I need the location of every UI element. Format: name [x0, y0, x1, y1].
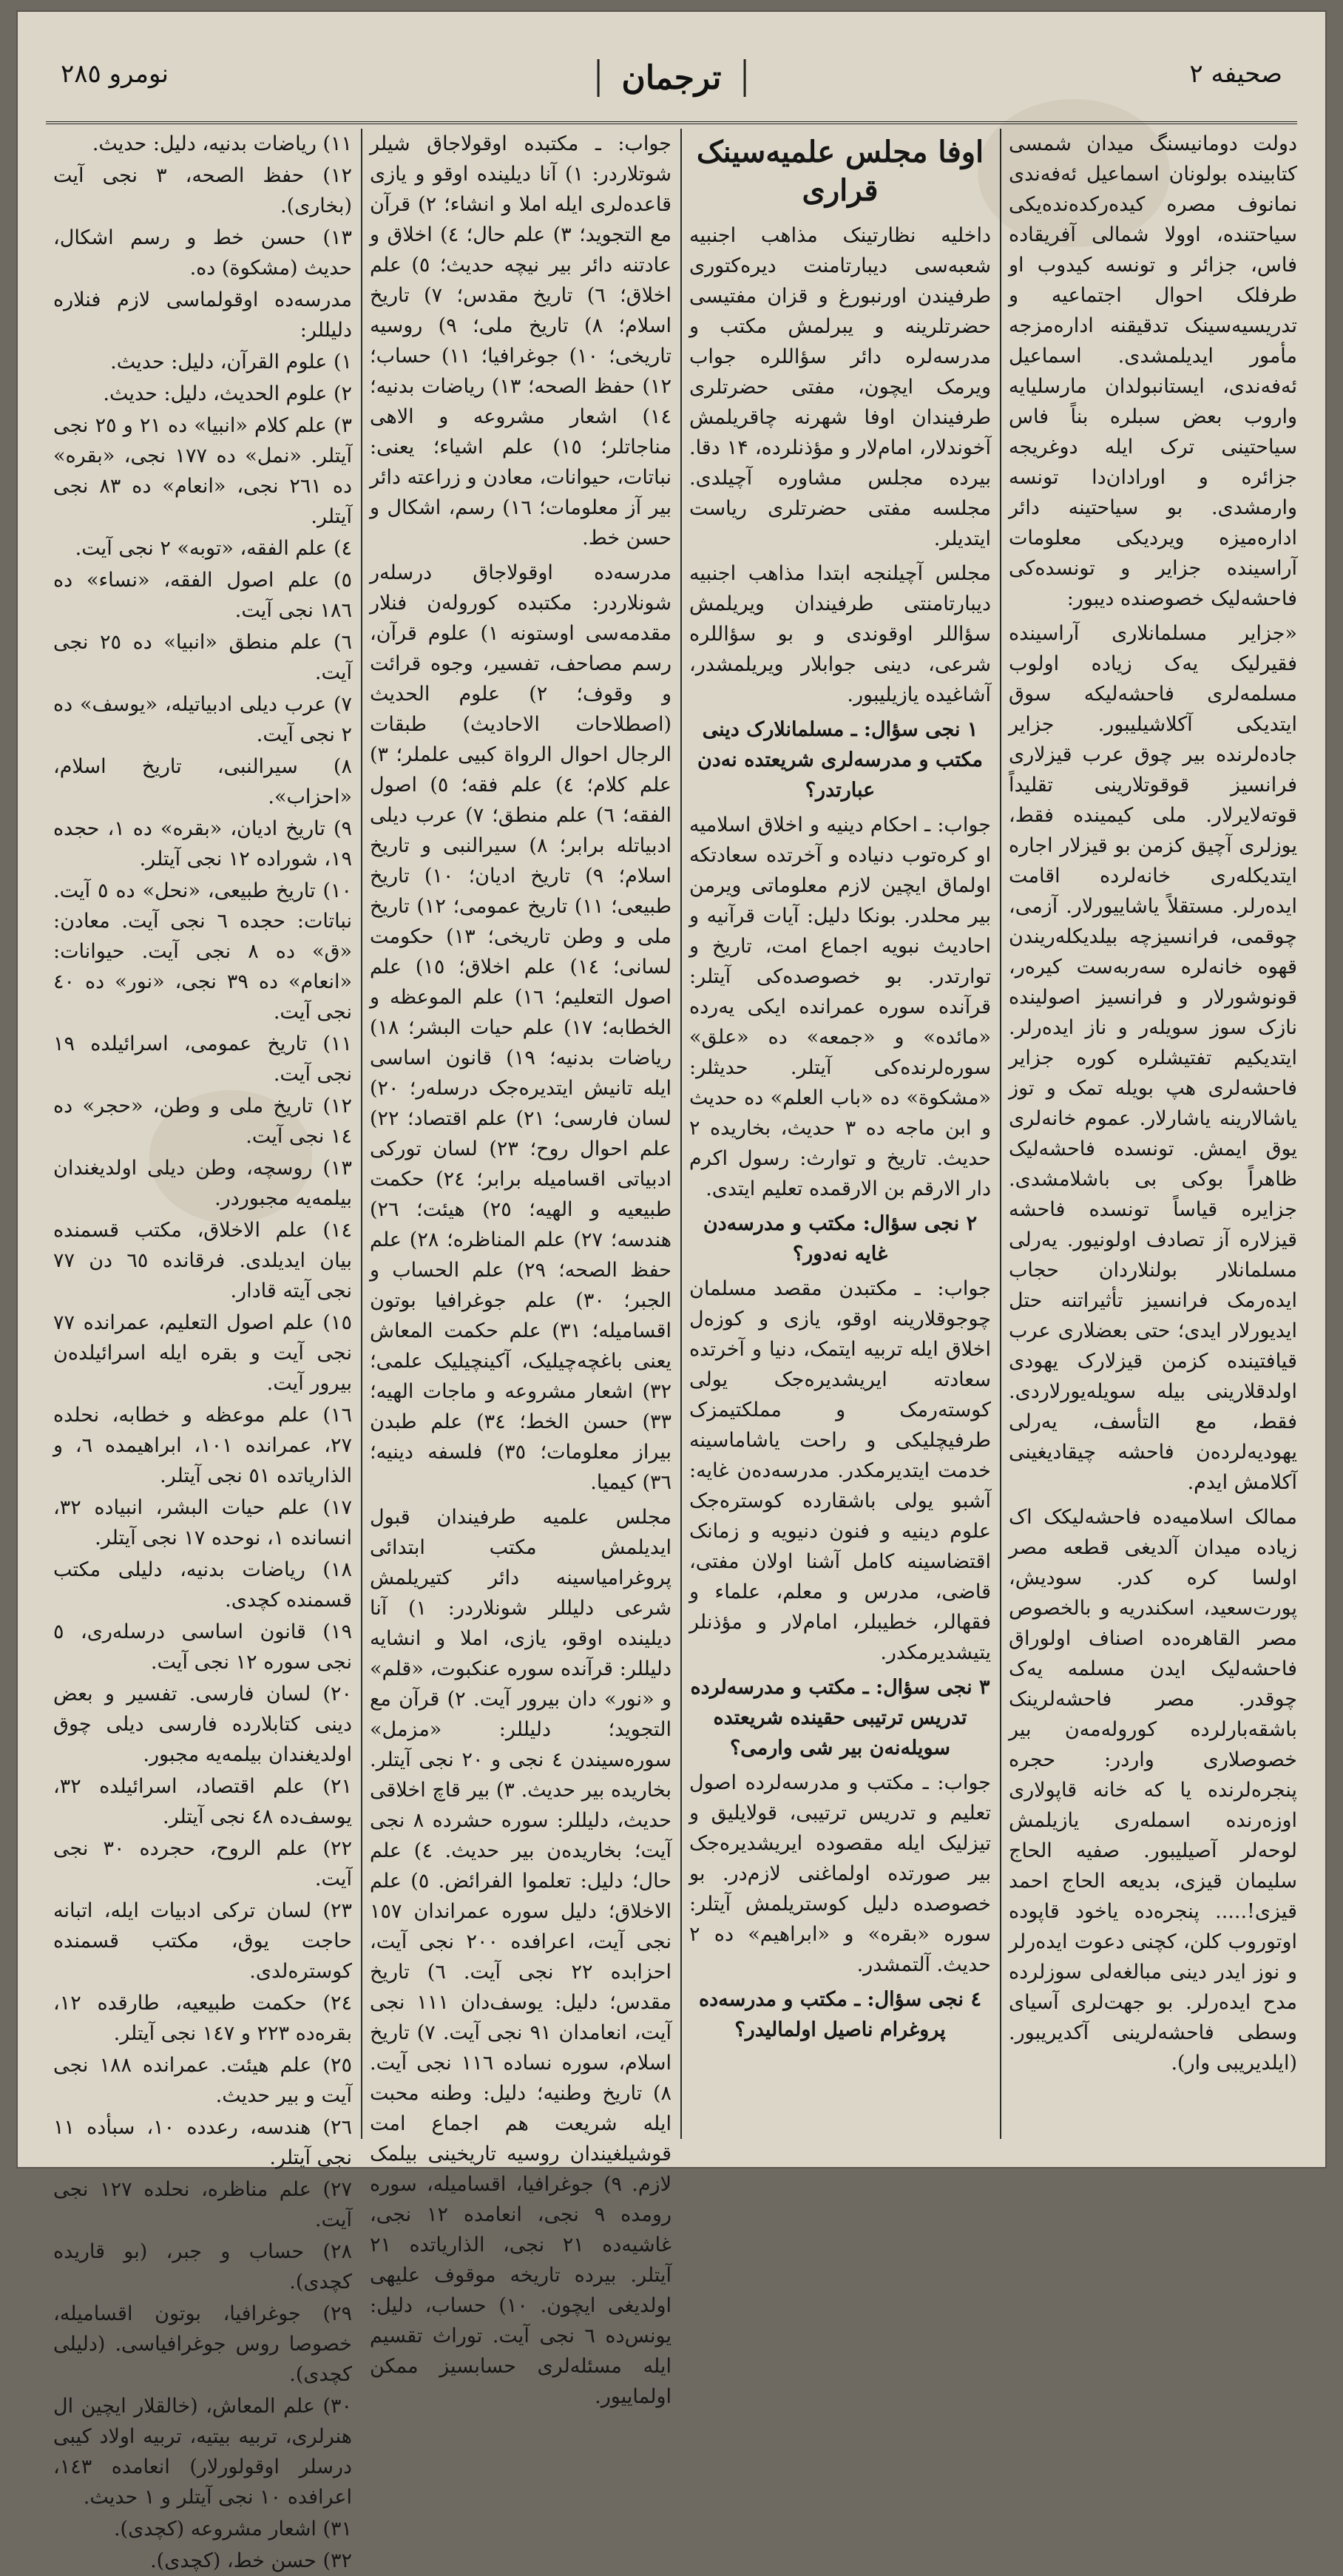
article-paragraph: مجلس آچیلنجه ابتدا مذاهب اجنبیه دیبارتامنتی طرفیندان ویریلمش سؤاللر اوقوندی و بو سؤاللره شرعی، دینی جوابلار ویریلمشدر، آشاغیده یازیلیبور. — [689, 562, 991, 706]
article-paragraph: ممالک اسلامیه‌ده فاحشه‌لیکک اک زیاده میدان آلدیغی قطعه مصر اولسا کره کدر. سودیش، پورت‌سعید، اسکندریه و بالخصوص مصر القاهره‌ده اصناف اولوراق فاحشه‌لیک ایدن مسلمه یه‌ک چوقدر. مصر فاحشه‌لرینک باشقه‌بارلرده کوروله‌مه‌ن بیر خصوصلاری واردر: حجره پنجره‌لرنده یا که خانه قاپولاری اوزه‌رنده اسمله‌ری یازیلمش لوحه‌لر آصیلیبور. صفیه الحاج سلیمان قیزی، بدیعه الحاج احمد قیزی!..... پنجره‌ده یاخود قاپوده اوتوروب کلن، کچنی دعوت ایده‌رلر و نوز ایدر دینی مبالغه‌لی سوزلرده مدح ایده‌رلر. بو جهت‌لری آسیای وسطی فاحشه‌لرینی آکدیریبور. (ایلدیریبی وار). — [1009, 1506, 1297, 2075]
list-item: ٢٢) علم الروح، حجرده ٣٠ نجی آیت. — [53, 1837, 353, 1890]
column-left — [53, 129, 353, 2572]
article-title: اوفا مجلس علمیه‌سینک قراری — [696, 135, 984, 208]
list-item: ١٨) ریاضات بدنیه، دلیلی مکتب قسمنده کچدی. — [53, 1558, 352, 1612]
list-item: ٦) علم منطق «انبیا» ده ٢٥ نجی آیت. — [53, 631, 352, 684]
list-item: ٢٧) علم مناظره، نحلده ١٢٧ نجی آیت. — [53, 2178, 353, 2231]
list-item: ٢٠) لسان فارسی. تفسیر و بعض دینی کتابلارده فارسی دیلی چوق اولدیغندان بیلمه‌یه مجبور. — [53, 1683, 352, 1766]
column-center-left — [370, 129, 672, 2408]
list-item: ١١) ریاضات بدنیه، دلیل: حدیث. — [92, 132, 352, 155]
list-item: ١٧) علم حیات البشر، انبیاده ٣٢، انسانده ١، نوحده ١٧ نجی آیتلر. — [53, 1496, 352, 1549]
list-item: ٨) سیرالنبی، تاریخ اسلام، «احزاب». — [53, 755, 352, 808]
list-item: مدرسه‌ده اوقولماسی لازم فنلاره دلیللر: — [53, 288, 352, 342]
question-heading: ١ نجی سؤال: ـ مسلمانلارک دینی مکتب و مدرسه‌لری شریعتده نه‌دن عبارتدر؟ — [697, 718, 984, 802]
list-item: ٢٦) هندسه، رعدده ١٠، سبأده ١١ نجی آیتلر. — [53, 2116, 352, 2169]
list-item: ١٢) حفظ الصحه، ٣ نجی آیت (بخاری). — [53, 164, 352, 217]
list-item: ١٠) تاریخ طبیعی، «نحل» ده ٥ آیت. نباتات: حجده ٦ نجی آیت. معادن: «ق» ده ٨ نجی آیت. حیوانات: «انعام» ده ٣٩ نجی، «نور» ده ٤٠ نجی آیت. — [53, 879, 353, 1024]
list-item: ١) علوم القرآن، دلیل: حدیث. — [110, 351, 352, 373]
question-answer: جواب: ـ احکام دینیه و اخلاق اسلامیه او کرەتوب دنیاده و آخرتده سعادتکه اولماق ایچین لازم معلوماتی ویرمن بیر محلدر. بونکا دلیل: آیات قرآنیه و احادیث نبویه اجماع امت، تاریخ و توارتدر. بو خصوصده‌کی آیتلر: قرآنده سوره عمرانده ایکی یه‌رده «مائده» و «جمعه» ده «علق» سوره‌لرنده‌کی آیتلر. حدیثلر: «مشکوة» ده «باب العلم» ده حدیث و ابن ماجه ده ٣ حدیث، بخاریده ٢ حدیث. تاریخ و توارث: رسول اکرم دار الارقم بن الارقمده تعلیم ایتدی. — [689, 814, 991, 1200]
question-heading: ٣ نجی سؤال: ـ مکتب و مدرسه‌لرده تدریس ترتیبی حقینده شریعتده سویله‌نه‌ن بیر شی وارمی؟ — [690, 1676, 990, 1759]
list-item: ١٣) حسن خط و رسم اشکال، حدیث (مشکوة) ده. — [53, 226, 352, 280]
list-item: ٢٣) لسان ترکی ادبیات ایله، اتبانه حاجت یوق، مکتب قسمنده کوسترەلدی. — [53, 1899, 352, 1983]
column-right — [1009, 129, 1297, 2139]
question-heading: ٢ نجی سؤال: مکتب و مدرسه‌دن غایه نه‌دور؟ — [703, 1212, 978, 1265]
article-paragraph: مدرسه‌ده اوقولاجاق درسله‌ر شونلاردر: مکتبده کوروله‌ن فنلار مقدمه‌سی اوستونه ١) علوم قرآن، رسم مصاحف، تفسیر، وجوه قرائت و وقوف؛ ٢) علوم الحدیث (اصطلاحات الاحادیث) طبقات الرجال احوال الرواة کبیی علملر؛ ٣) علم کلام؛ ٤) علم فقه؛ ٥) اصول الفقه؛ ٦) علم منطق؛ ٧) عرب دیلی ادبیاتلە برابر؛ ٨) سیرالنبی و تاریخ اسلام؛ ٩) تاریخ ادیان؛ ١٠) تاریخ طبیعی؛ ١١) تاریخ عمومی؛ ١٢) تاریخ ملی و وطن تاریخی؛ ١٣) حکومت لسانی؛ ١٤) علم اخلاق؛ ١٥) علم اصول التعلیم؛ ١٦) علم الموعظه و الخطابه؛ ١٧) علم حیات البشر؛ ١٨) ریاضات بدنیه؛ ١٩) قانون اساسی ایله تانیش ایتدیره‌جک درسله‌ر؛ ٢٠) لسان فارسی؛ ٢١) علم اقتصاد؛ ٢٢) علم احوال روح؛ ٢٣) لسان توركی ادبیاتی اقسامیله برابر؛ ٢٤) حکمت طبیعیه و الهیه؛ ٢٥) هیئت؛ ٢٦) هندسه؛ ٢٧) علم المناظره؛ ٢٨) علم حفظ الصحه؛ ٢٩) علم الحساب و الجبر؛ ٣٠) علم جوغرافیا بوتون اقسامیله؛ ٣١) علم حکمت المعاش یعنی باغچه‌چیلیک، آکینچیلیک علمی؛ ٣٢) اشعار مشروعه و ماجات الهیه؛ ٣٣) حسن الخط؛ ٣٤) علم طبدن بیراز معلومات؛ ٣٥) فلسفه دینیه؛ ٣٦) کیمیا. — [370, 561, 672, 1494]
list-item: ١٥) علم اصول التعلیم، عمرانده ٧٧ نجی آیت و بقره ایله اسرائیلدەن بیرور آیت. — [53, 1311, 352, 1395]
article-paragraph: مجلس علمیه طرفیندان قبول ایدیلمش مکتب ابتدائی پروغرامیاسینه دائر کتیریلمش شرعی دلیللر شونلاردر: ١) آنا دیلینده اوقو، یازی، املا و انشا‌یه دلیللر: قرآنده سوره عنکبوت، «قلم» و «نور» دان بیرور آیت. ٢) قرآن مع التجوید؛ دلیللر: «مزمل» سوره‌سیندن ٤ نجی و ٢٠ نجی آیتلر. بخاریده بیر حدیث. ٣) بیر قاچ اخلاقی حدیث، دلیللر: سوره حشرده ٨ نجی آیت؛ بخاریده‌ن بیر حدیث. ٤) علم حال؛ دلیل: تعلموا الفرائض. ٥) علم الاخلاق؛ دلیل سوره عمراندان ١٥٧ نجی آیت، اعرافده ٢٠٠ نجی آیت، احزابده ٢٢ نجی آیت. ٦) تاریخ مقدس؛ دلیل: یوسف‌دان ١١١ نجی آیت، انعامدان ٩١ نجی آیت. ٧) تاریخ اسلام، سوره نساده ١١٦ نجی آیت. ٨) تاریخ وطنیه؛ دلیل: وطنه محبت ایله شریعت هم اجماع امت قوشیلغیندان روسیه تاریخینی بیلمک لازم. ٩) جوغرافیا، اقسامیله، سوره رومده ٩ نجی، انعامده ١٢ نجی، غاشیه‌ده ٢١ نجی، الذاریاتده ٢١ آیتلر. بیرده تاریخه موقوف علیهی اولدیغی ایچون. ١٠) حساب، دلیل: یونس‌ده ٦ نجی آیت. توراث تقسیم ایله مسئله‌لری حسابسیز ممکن اولماییور. — [370, 1506, 672, 2408]
question-answer: جواب: ـ مکتب و مدرسه‌لرده اصول تعلیم و تدریس ترتیبی، قولایلیق و تیزلیک ایله مقصوده ایریشدیرەجک بیر صورتده اولماغنی لازم‌در. بو خصوصده دلیل کوستریلمش آیتلر: سوره «بقره» و «ابراهیم» ده ٢ حدیث. آلتمشدر. — [689, 1771, 991, 1976]
article-paragraph: داخلیه نظارتینک مذاهب اجنبیه شعبه‌سی دیبارتامنت دیره‌کتوری طرفیندن اورنبورغ و قزان مفتیسی حضرتلرینه و یبرلمش مکتب و مدرسه‌لره دائر سؤاللره جواب ویرمک ایچون، مفتی حضرتلری طرفیندان اوفا شهرنه چاقریلمش آخوندلار، امام‌لار و مؤذنلرده، ۱۴ دقا. بیرده مجلس مشاوره آچیلدی. مجلسه مفتی حضرتلری ریاست ایتدیلر. — [689, 224, 991, 550]
question-answer: جواب: ـ مکتبدن مقصد مسلمان چوجوقلارینه اوقو، یازی و کوزەل اخلاق ایله تربیه ایتمک، دنیا و آخرتده سعادته ایریشدیره‌جک یولی کوسته‌رمک و مملکتیمزک طرفیچلیکی و راحت یاشاماسینه خدمت ایتدیرمکدر. مدرسه‌دەن غایه: آشبو یولی باشقارده کوسترەجک علوم دینیه و فنون دنیویه و زمانک اقتضاسینه کامل آشنا اولان مفتی، قاضی، مدرس و معلم، علماء و فقهالر، خطیبلر، امام‌لار و مؤذنلر یتیشدیرمکدر. — [689, 1277, 991, 1664]
list-item: ١٩) قانون اساسی درسله‌ری، ٥ نجی سوره ١٢ نجی آیت. — [53, 1620, 352, 1674]
column-divider — [680, 129, 682, 2139]
list-item: ٣٠) علم المعاش، (خالقلار ایچین ال هنرلری، تربیه بیتیه، تربیه اولاد کیبی درسلر اوقولورلار) انعامده ١٤٣، اعرافده ١٠ نجی آیتلر و ١ حدیث. — [53, 2395, 352, 2509]
list-item: ٧) عرب دیلی ادبیاتیله، «یوسف» ده ٢ نجی آیت. — [53, 693, 352, 746]
list-item: ١٤) علم الاخلاق، مکتب قسمنده بیان ایدیلدی. فرقانده ٦٥ دن ٧٧ نجی آیته قادار. — [53, 1219, 352, 1302]
list-item: ٢٤) حکمت طبیعیه، طارقده ١٢، بقره‌ده ٢٢٣ و ١٤٧ نجی آیتلر. — [53, 1992, 352, 2045]
newspaper-title: ترجمان — [598, 59, 746, 97]
list-item: ١٢) تاریخ ملی و وطن، «حجر» ده ١٤ نجی آیت. — [53, 1095, 352, 1148]
question-heading: ٤ نجی سؤال: ـ مکتب و مدرسه‌ده پروغرام ناصیل اولمالیدر؟ — [699, 1988, 981, 2041]
list-item: ١٦) علم موعظه و خطابه، نحلده ٢٧، عمرانده ١٠١، ابراهیمده ٦، و الذاریاتده ٥١ نجی آیتلر. — [53, 1404, 352, 1487]
columns — [46, 129, 1297, 2572]
article-paragraph: دولت دومانیسنگ میدان شمسی کتابینده بولونان اسماعیل ئه‌فه‌ندی نمانوف مصره کیده‌رکده‌نده‌یکی سیاحتنده، اوولا شمالی آفریقاده فاس، جزائر و تونسه کیدوب او طرفلک احوال اجتماعیه و تدریسیه‌سینک تدقیقنه اداره‌مزجه مأمور ایدیلمشدی. اسماعیل ئه‌فه‌ندی، ایستانبولدان مارسلیایه واروب بعض سبلره بناً فاس سیاحتینی ترک ایله دوغریجه جزائره و اورادان‌دا تونسه وارمشدی. بو سیاحتینه دائر ادارەمیزه ویردیکی معلومات آراسینده جزایر و تونسده‌کی فاحشه‌لیک خصوصنده دیبور: — [1009, 132, 1297, 610]
list-item: ١١) تاریخ عمومی، اسرائیلده ١٩ نجی آیت. — [53, 1032, 352, 1086]
list-item: ٩) تاریخ ادیان، «بقره» ده ١، حجده ١٩، شوراده ١٢ نجی آیتلر. — [53, 817, 353, 871]
issue-number: نومرو ٢٨٥ — [61, 59, 169, 89]
page-number: صحيفه ٢ — [1189, 59, 1282, 89]
list-item: ٣٢) حسن خط، (کچدی). — [150, 2549, 352, 2572]
newspaper-page — [16, 10, 1327, 2572]
column-divider — [1000, 129, 1001, 2139]
list-item: ٥) علم اصول الفقه، «نساء» ده ١٨٦ نجی آیت. — [53, 569, 352, 622]
list-item: ٢٩) جوغرافیا، بوتون اقسامیله، خصوصا روس جوغرافیاسی. (دلیلی کچدی). — [53, 2302, 352, 2386]
column-center-right — [689, 129, 991, 2139]
list-item: ٢) علوم الحدیث، دلیل: حدیث. — [103, 382, 352, 405]
column-divider — [361, 129, 362, 2139]
masthead — [46, 40, 1297, 124]
list-item: ٤) علم الفقه، «توبه» ٢ نجی آیت. — [75, 537, 352, 560]
article-paragraph: «جزایر مسلمانلاری آراسینده فقیرلیک یه‌ک زیاده اولوب مسلمه‌لری فاحشه‌لیکه سوق ایتدیکی آکلاشیلیبور. جزایر جاده‌لرنده بیر چوق عرب قیزلاری فرانسیز قوقوتلارینی تقلیداً قوته‌لایرلار. ملی کیمینده فقط، یوزلری آچیق کزمن بو قیزلار اجاره ایتدیکله‌ری خانه‌لرده اقامت ایده‌رلر. مستقلاً یاشاییورلار. آزمی، چوقمی، فرانسیزچه بیلدیکله‌ریندن قهوه خانه‌لره سه‌ربه‌ست کیره‌ر، قونوشورلار و فرانسیز اصولینده نازک سوز سویله‌ر و ناز ایده‌رلر. ایتدیکیم تفتیشلره کوره جزایر فاحشه‌لری هپ بویله تمک و توز یاشالارینه یاشارلار. عموم خانه‌لری یوق ایمش. تونسده فاحشه‌لیک ظاهراً بوکی بی باشلامشدی. جزایره قیاساً تونسده فاحشه قیزلاره آز تصادف اولونیور. یه‌رلی مسلمانلار بولنلاردان حجاب ایده‌رمک فرانسیز تأثیراتنه حتل ایدیورلار ایدی؛ حتی بعضلاری عرب قیافتینده کزمن قیزلارک یهودی اولدقلارینی بیله سویله‌یورلاردی. فقط، مع التأسف، یه‌رلی یهودیه‌لرده‌ن فاحشه چیقادیغینی آکلامش ایدم. — [1009, 622, 1297, 1494]
article-paragraph: جواب: ـ مکتبده اوقولاجاق شیلر شوتلاردر: ١) آنا دیلینده اوقو و یازی قاعده‌لری ایله املا و انشاء؛ ٢) قرآن مع التجوید؛ ٣) علم حال؛ ٤) اخلاق و عادتنه دائر بیر نیچه حدیث؛ ٥) علم اخلاق؛ ٦) تاریخ مقدس؛ ٧) تاریخ اسلام؛ ٨) تاریخ ملی؛ ٩) روسیه تاریخی؛ ١٠) جوغرافیا؛ ١١) حساب؛ ١٢) حفظ الصحه؛ ١٣) ریاضات بدنیه؛ ١٤) اشعار مشروعه و الاهی مناجاتلر؛ ١٥) علم اشیاء؛ یعنی: نباتات، حیوانات، معادن و زراعته دائر بیر آز معلومات؛ ١٦) رسم، اشکال و حسن خط. — [370, 132, 672, 550]
list-item: ٢٥) علم هیئت. عمرانده ١٨٨ نجی آیت و بیر حدیث. — [53, 2054, 353, 2107]
list-item: ٢١) علم اقتصاد، اسرائیلده ٣٢، یوسف‌ده ٤٨ نجی آیتلر. — [53, 1775, 352, 1828]
list-item: ٢٨) حساب و جبر، (بو قاریده کچدی). — [53, 2240, 352, 2293]
list-item: ٣١) اشعار مشروعه (کچدی). — [113, 2518, 352, 2540]
list-item: ٣) علم کلام «انبیا» ده ٢١ و ٢٥ نجی آیتلر. «نمل» ده ١٧٧ نجی، «بقره» ده ٢٦١ نجی، «انعام» ده ٨٣ نجی آیتلر. — [53, 414, 353, 528]
list-item: ١٣) روسچه، وطن دیلی اولدیغندان بیلمه‌یه مجبوردر. — [53, 1157, 352, 1210]
